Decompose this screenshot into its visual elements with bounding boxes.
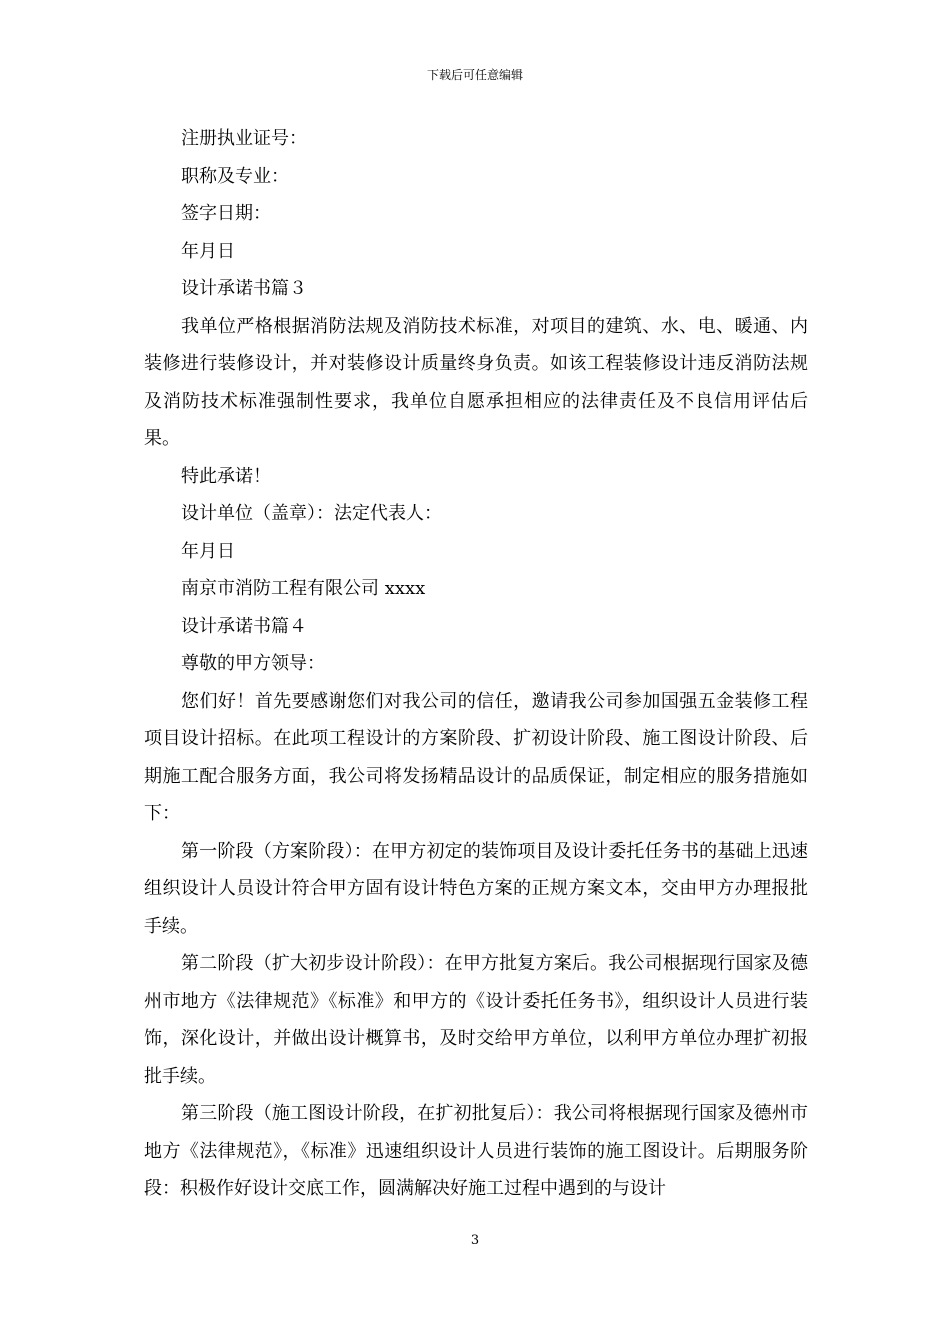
design-unit-seal-line: 设计单位（盖章）：法定代表人： (181, 503, 442, 524)
date-line: 年月日 (181, 240, 235, 262)
document-body (144, 120, 808, 1208)
section-heading-3: 设计承诺书篇３ (181, 278, 307, 299)
title-major-line: 职称及专业： (181, 165, 289, 187)
commitment-paragraph: 我单位严格根据消防法规及消防技术标准，对项目的建筑、水、电、暖通、内装修进行装修设计，并对装修设计质量终身负责。如该工程装修设计违反消防法规及消防技术标准强制性要求，我单位自愿承担相应的法律责任及不良信用评估后果。 (144, 315, 808, 449)
date-line: 年月日 (181, 540, 235, 562)
stage-one-paragraph: 第一阶段（方案阶段）：在甲方初定的装饰项目及设计委托任务书的基础上迅速组织设计人员设计符合甲方固有设计特色方案的正规方案文本，交由甲方办理报批手续。 (144, 840, 808, 937)
company-name-line: 南京市消防工程有限公司 xxxx (181, 578, 426, 599)
stage-three-paragraph: 第三阶段（施工图设计阶段，在扩初批复后）：我公司将根据现行国家及德州市地方《法律规范》，《标准》迅速组织设计人员进行装饰的施工图设计。后期服务阶段：积极作好设计交底工作，圆满解决好施工过程中遇到的与设计 (144, 1103, 808, 1199)
registration-number-line: 注册执业证号： (181, 128, 307, 149)
section-heading-4: 设计承诺书篇４ (181, 615, 307, 637)
salutation-line: 尊敬的甲方领导： (181, 653, 325, 674)
page-number: 3 (470, 1233, 480, 1248)
stage-two-paragraph: 第二阶段（扩大初步设计阶段）：在甲方批复方案后。我公司根据现行国家及德州市地方《法律规范》《标准》和甲方的《设计委托任务书》，组织设计人员进行装饰，深化设计，并做出设计概算书，及时交给甲方单位，以利甲方单位办理扩初报批手续。 (144, 953, 808, 1087)
intro-paragraph: 您们好！首先要感谢您们对我公司的信任，邀请我公司参加国强五金装修工程项目设计招标。在此项工程设计的方案阶段、扩初设计阶段、施工图设计阶段、后期施工配合服务方面，我公司将发扬精品设计的品质保证，制定相应的服务措施如下： (144, 690, 808, 824)
hereby-commit-line: 特此承诺！ (181, 465, 271, 487)
page-header: 下载后可任意编辑 (426, 68, 523, 82)
sign-date-line: 签字日期： (181, 203, 271, 224)
